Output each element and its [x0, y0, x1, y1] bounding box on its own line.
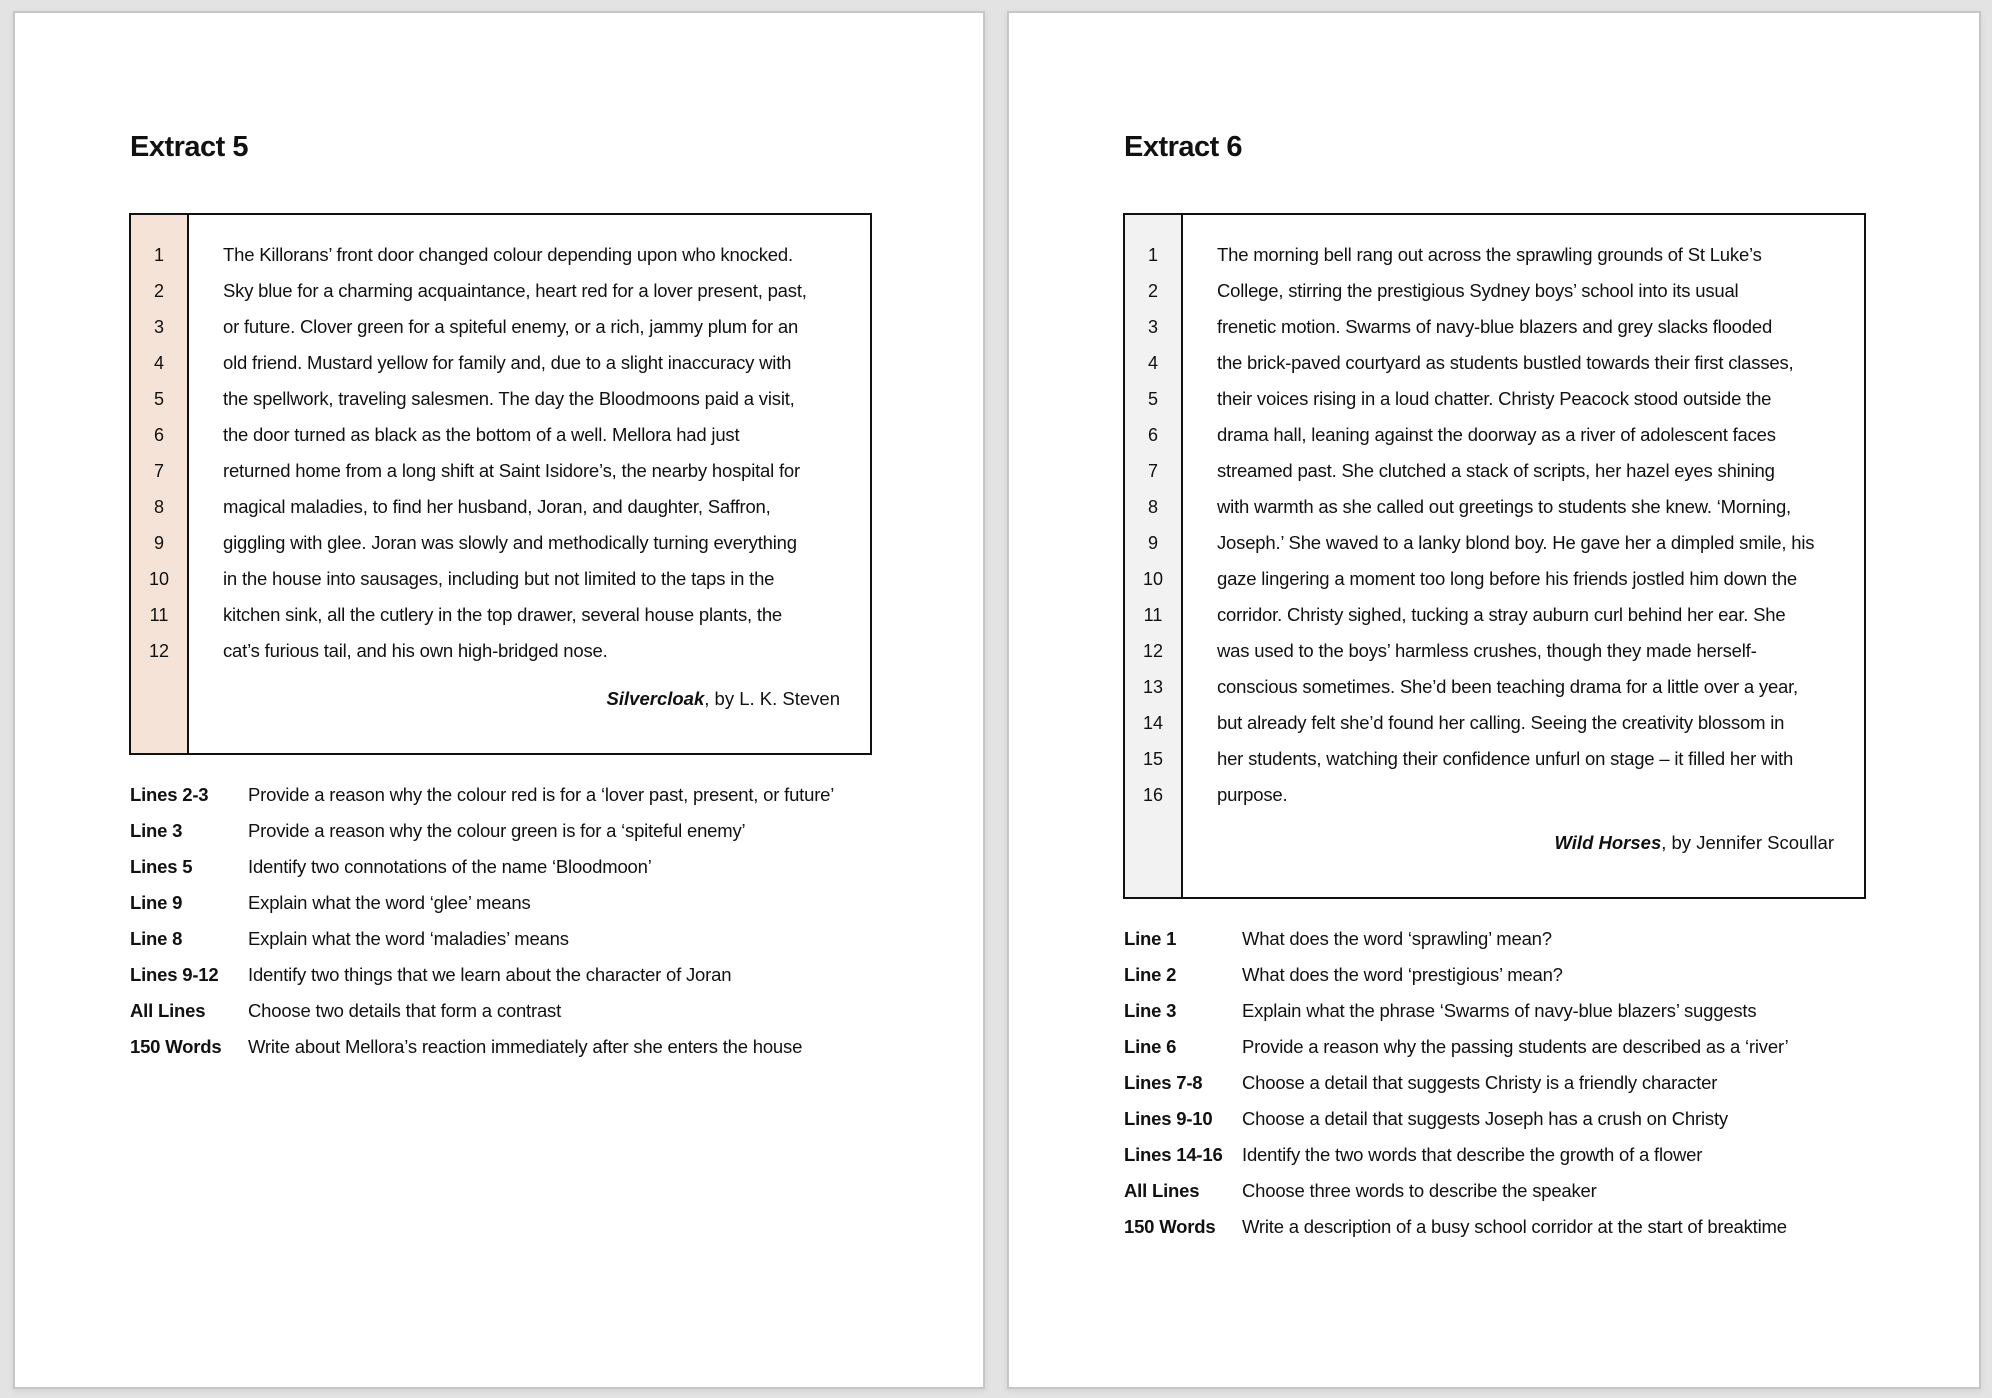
line-number: 12 — [148, 641, 170, 661]
extract-line: Sky blue for a charming acquaintance, heart red for a lover present, past, — [223, 280, 807, 301]
question-text: Choose a detail that suggests Joseph has a crush on Christy — [1242, 1108, 1728, 1129]
question-row — [1124, 1209, 1789, 1245]
question-line-ref: Lines 9-10 — [1124, 1108, 1213, 1129]
questions-list — [1124, 921, 1789, 1245]
extract-box — [129, 213, 872, 755]
page-extract-6 — [1007, 11, 1981, 1389]
line-number-column — [131, 215, 189, 753]
line-number: 7 — [1147, 461, 1158, 481]
page-extract-5 — [13, 11, 985, 1389]
extract-line: the door turned as black as the bottom of a well. Mellora had just — [223, 424, 740, 445]
extract-line: but already felt she’d found her calling. Seeing the creativity blossom in — [1217, 712, 1785, 733]
question-text: What does the word ‘sprawling’ mean? — [1242, 928, 1552, 949]
question-line-ref: All Lines — [1124, 1180, 1200, 1201]
question-text: What does the word ‘prestigious’ mean? — [1242, 964, 1563, 985]
extract-line: cat’s furious tail, and his own high-bridged nose. — [223, 640, 608, 661]
extract-line: Joseph.’ She waved to a lanky blond boy. He gave her a dimpled smile, his — [1217, 532, 1815, 553]
line-number: 16 — [1142, 785, 1164, 805]
extract-line: magical maladies, to find her husband, Joran, and daughter, Saffron, — [223, 496, 771, 517]
extract-text — [189, 215, 870, 753]
extract-line: drama hall, leaning against the doorway as a river of adolescent faces — [1217, 424, 1776, 445]
question-line-ref: Line 1 — [1124, 928, 1177, 949]
question-row — [1124, 1029, 1789, 1065]
question-row — [130, 777, 834, 813]
question-text: Explain what the phrase ‘Swarms of navy-blue blazers’ suggests — [1242, 1000, 1757, 1021]
question-text: Choose three words to describe the speaker — [1242, 1180, 1597, 1201]
question-text: Explain what the word ‘maladies’ means — [248, 928, 569, 949]
line-number: 14 — [1142, 713, 1164, 733]
question-row — [1124, 1101, 1789, 1137]
question-row — [130, 1029, 834, 1065]
line-number: 12 — [1142, 641, 1164, 661]
question-line-ref: Line 3 — [1124, 1000, 1177, 1021]
extract-title: Extract 6 — [1124, 131, 1243, 163]
question-text: Choose a detail that suggests Christy is a friendly character — [1242, 1072, 1718, 1093]
question-text: Provide a reason why the colour red is for a ‘lover past, present, or future’ — [248, 784, 835, 805]
question-row — [1124, 1173, 1789, 1209]
question-text: Identify two things that we learn about the character of Joran — [248, 964, 732, 985]
extract-line: in the house into sausages, including but not limited to the taps in the — [223, 568, 775, 589]
extract-credit — [223, 681, 840, 717]
extract-line: with warmth as she called out greetings to students she knew. ‘Morning, — [1217, 496, 1791, 517]
line-number: 9 — [153, 533, 164, 553]
extract-line: College, stirring the prestigious Sydney boys’ school into its usual — [1217, 280, 1739, 301]
question-row — [130, 957, 834, 993]
line-number: 1 — [1147, 245, 1158, 265]
credit-author: , by Jennifer Scoullar — [1661, 832, 1834, 853]
line-number: 8 — [1147, 497, 1158, 517]
question-row — [1124, 993, 1789, 1029]
question-row — [130, 921, 834, 957]
question-text: Identify two connotations of the name ‘Bloodmoon’ — [248, 856, 652, 877]
extract-line: kitchen sink, all the cutlery in the top drawer, several house plants, the — [223, 604, 783, 625]
credit-work-title: Wild Horses — [1554, 832, 1662, 853]
question-line-ref: Line 6 — [1124, 1036, 1177, 1057]
line-number: 10 — [1142, 569, 1164, 589]
question-line-ref: All Lines — [130, 1000, 206, 1021]
extract-line: The Killorans’ front door changed colour depending upon who knocked. — [223, 244, 793, 265]
line-number: 8 — [153, 497, 164, 517]
extract-line: or future. Clover green for a spiteful enemy, or a rich, jammy plum for an — [223, 316, 799, 337]
line-number: 11 — [1143, 605, 1163, 625]
question-line-ref: Line 3 — [130, 820, 183, 841]
extract-line: streamed past. She clutched a stack of scripts, her hazel eyes shining — [1217, 460, 1775, 481]
extract-line: The morning bell rang out across the sprawling grounds of St Luke’s — [1217, 244, 1762, 265]
line-number: 6 — [153, 425, 164, 445]
questions-list — [130, 777, 834, 1065]
credit-author: , by L. K. Steven — [704, 688, 840, 709]
extract-credit — [1217, 825, 1834, 861]
question-text: Provide a reason why the colour green is for a ‘spiteful enemy’ — [248, 820, 746, 841]
line-number: 4 — [1147, 353, 1158, 373]
line-number-column — [1125, 215, 1183, 897]
extract-title: Extract 5 — [130, 131, 249, 163]
line-number: 5 — [153, 389, 164, 409]
question-row — [130, 993, 834, 1029]
extract-line: their voices rising in a loud chatter. Christy Peacock stood outside the — [1217, 388, 1772, 409]
question-line-ref: Line 2 — [1124, 964, 1177, 985]
question-line-ref: Lines 7-8 — [1124, 1072, 1203, 1093]
line-number: 10 — [148, 569, 170, 589]
question-row — [1124, 1065, 1789, 1101]
question-row — [130, 885, 834, 921]
line-number: 2 — [153, 281, 164, 301]
credit-work-title: Silvercloak — [606, 688, 705, 709]
question-line-ref: Lines 5 — [130, 856, 193, 877]
question-text: Write a description of a busy school corridor at the start of breaktime — [1242, 1216, 1787, 1237]
question-text: Choose two details that form a contrast — [248, 1000, 562, 1021]
question-line-ref: Line 9 — [130, 892, 183, 913]
extract-line: purpose. — [1217, 784, 1288, 805]
question-line-ref: 150 Words — [130, 1036, 222, 1057]
question-row — [1124, 1137, 1789, 1173]
line-number: 2 — [1147, 281, 1158, 301]
line-number: 9 — [1147, 533, 1158, 553]
line-number: 7 — [153, 461, 164, 481]
question-row — [1124, 957, 1789, 993]
line-number: 1 — [153, 245, 164, 265]
extract-line: conscious sometimes. She’d been teaching drama for a little over a year, — [1217, 676, 1798, 697]
extract-line: was used to the boys’ harmless crushes, though they made herself- — [1217, 640, 1757, 661]
question-row — [130, 813, 834, 849]
extract-line: corridor. Christy sighed, tucking a stray auburn curl behind her ear. She — [1217, 604, 1786, 625]
question-row — [1124, 921, 1789, 957]
extract-text — [1183, 215, 1864, 897]
extract-line: frenetic motion. Swarms of navy-blue blazers and grey slacks flooded — [1217, 316, 1773, 337]
question-text: Identify the two words that describe the growth of a flower — [1242, 1144, 1703, 1165]
question-text: Explain what the word ‘glee’ means — [248, 892, 531, 913]
extract-box — [1123, 213, 1866, 899]
question-row — [130, 849, 834, 885]
question-line-ref: Lines 14-16 — [1124, 1144, 1223, 1165]
line-number: 5 — [1147, 389, 1158, 409]
extract-line: gaze lingering a moment too long before his friends jostled him down the — [1217, 568, 1798, 589]
question-text: Provide a reason why the passing students are described as a ‘river’ — [1242, 1036, 1789, 1057]
extract-line: giggling with glee. Joran was slowly and methodically turning everything — [223, 532, 797, 553]
question-line-ref: 150 Words — [1124, 1216, 1216, 1237]
line-number: 13 — [1142, 677, 1164, 697]
line-number: 3 — [1147, 317, 1158, 337]
line-number: 3 — [153, 317, 164, 337]
question-text: Write about Mellora’s reaction immediately after she enters the house — [248, 1036, 803, 1057]
question-line-ref: Lines 9-12 — [130, 964, 219, 985]
question-line-ref: Lines 2-3 — [130, 784, 209, 805]
extract-line: her students, watching their confidence unfurl on stage – it filled her with — [1217, 748, 1794, 769]
line-number: 15 — [1142, 749, 1164, 769]
line-number: 6 — [1147, 425, 1158, 445]
extract-line: returned home from a long shift at Saint Isidore’s, the nearby hospital for — [223, 460, 800, 481]
line-number: 4 — [153, 353, 164, 373]
extract-line: old friend. Mustard yellow for family and, due to a slight inaccuracy with — [223, 352, 792, 373]
extract-line: the spellwork, traveling salesmen. The day the Bloodmoons paid a visit, — [223, 388, 795, 409]
extract-line: the brick-paved courtyard as students bustled towards their first classes, — [1217, 352, 1794, 373]
question-line-ref: Line 8 — [130, 928, 183, 949]
line-number: 11 — [149, 605, 169, 625]
